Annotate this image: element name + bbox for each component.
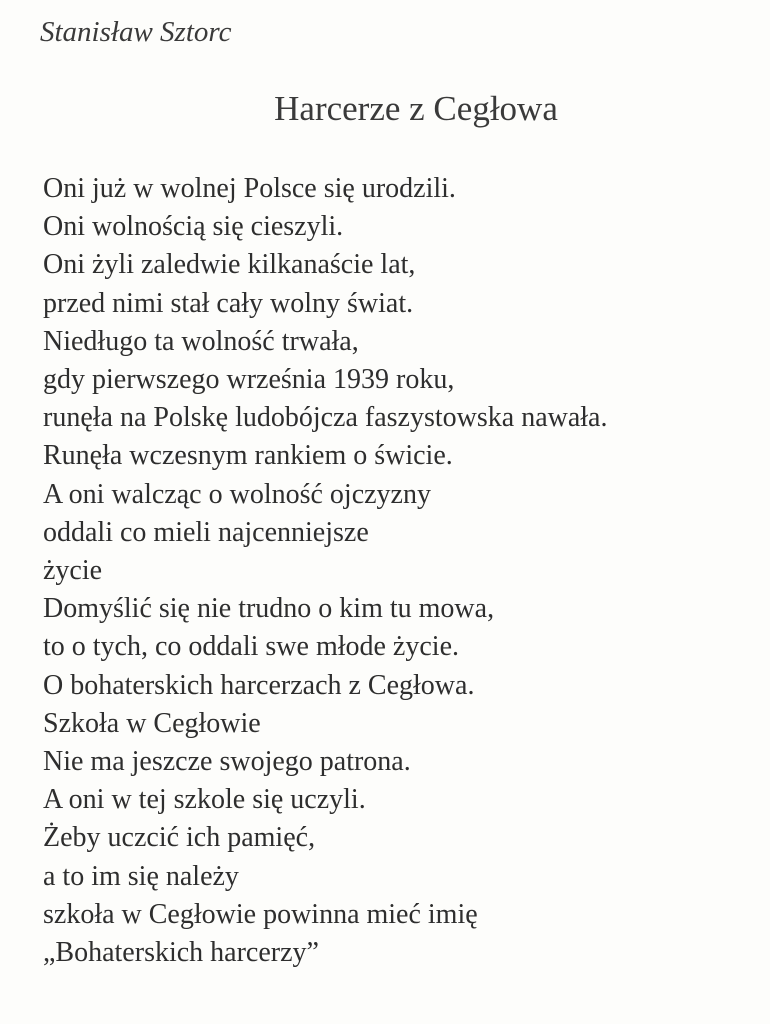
poem-line: szkoła w Cegłowie powinna mieć imię [43,898,478,930]
poem-line: życie [43,555,103,587]
poem-line: gdy pierwszego września 1939 roku, [43,364,455,396]
poem-line: oddali co mieli najcenniejsze [43,516,369,548]
poem-line: Nie ma jeszcze swojego patrona. [43,746,411,778]
poem-line: Oni żyli zaledwie kilkanaście lat, [43,249,416,281]
poem-title: Harcerze z Cegłowa [274,89,558,128]
poem-body [43,170,607,972]
poem-line: „Bohaterskich harcerzy” [43,937,319,969]
poem-line: Niedługo ta wolność trwała, [43,325,359,357]
poem-line: Runęła wczesnym rankiem o świcie. [43,440,453,472]
poem-line: runęła na Polskę ludobójcza faszystowska nawała. [43,402,608,434]
poem-line: A oni walcząc o wolność ojczyzny [43,478,431,510]
poem-line: to o tych, co oddali swe młode życie. [43,631,459,663]
poem-line: Żeby uczcić ich pamięć, [43,822,316,854]
author-name: Stanisław Sztorc [40,16,232,48]
poem-line: Szkoła w Cegłowie [43,707,261,739]
poem-line: Domyślić się nie trudno o kim tu mowa, [43,593,495,625]
poem-line: Oni wolnością się cieszyli. [43,211,344,243]
poem-line: przed nimi stał cały wolny świat. [43,287,414,319]
poem-line: O bohaterskich harcerzach z Cegłowa. [43,669,475,701]
poem-line: Oni już w wolnej Polsce się urodzili. [43,173,456,204]
poem-line: A oni w tej szkole się uczyli. [43,784,366,816]
poem-line: a to im się należy [43,860,239,892]
